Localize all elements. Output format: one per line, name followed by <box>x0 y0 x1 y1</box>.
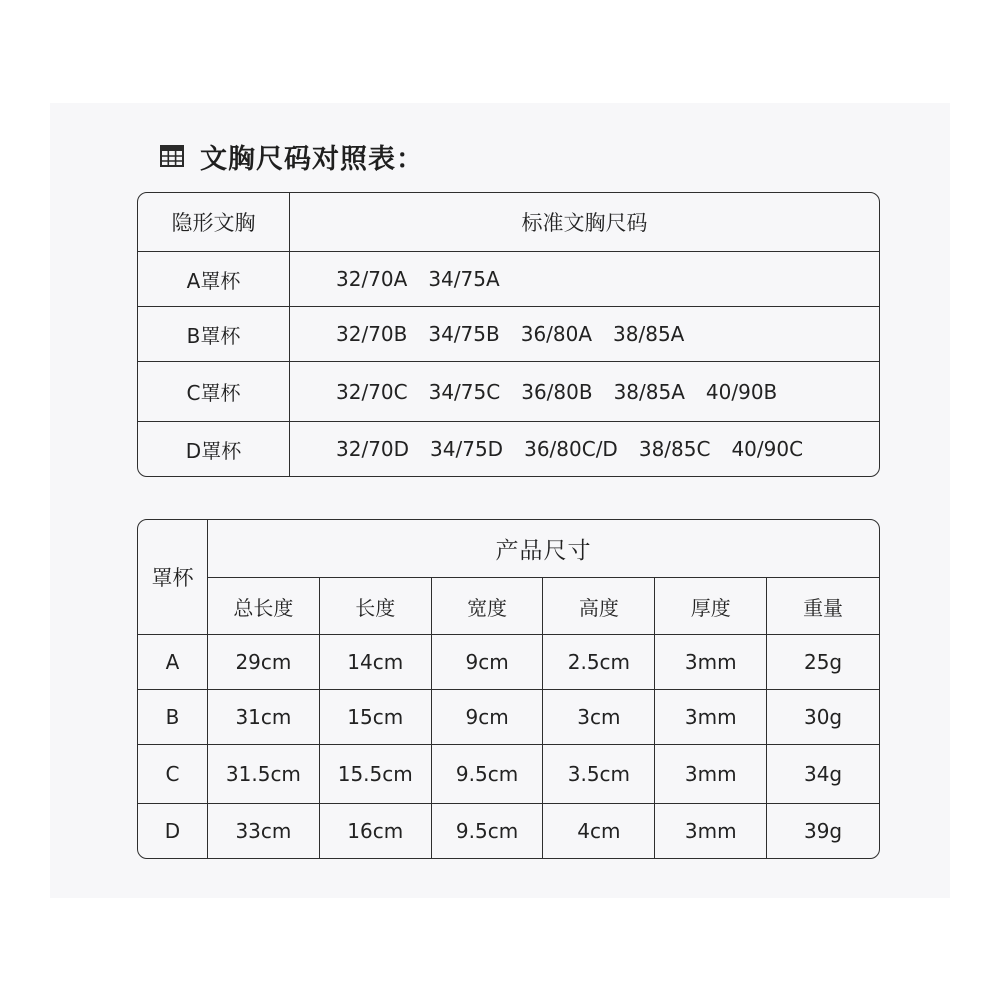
table-header-row <box>138 193 879 252</box>
column-header: 总长度 <box>208 578 320 635</box>
size-value: 38/85A <box>613 322 685 346</box>
cup-label: C罩杯 <box>138 362 290 422</box>
cup-label: C <box>138 745 208 804</box>
table-cell: 4cm <box>543 804 655 858</box>
table-grid-icon <box>160 145 184 167</box>
header-product-size: 产品尺寸 <box>208 520 879 578</box>
size-value: 34/75D <box>430 437 504 461</box>
table-cell: 31.5cm <box>208 745 320 804</box>
size-list <box>290 307 879 362</box>
table-row <box>138 690 879 745</box>
column-header: 厚度 <box>655 578 767 635</box>
size-value: 38/85A <box>613 379 685 404</box>
table-cell: 34g <box>767 745 879 804</box>
header-invisible-bra: 隐形文胸 <box>138 193 290 252</box>
title-row <box>160 136 424 176</box>
column-header: 重量 <box>767 578 879 635</box>
size-value: 36/80B <box>521 379 593 404</box>
table-row <box>138 307 879 362</box>
table-cell: 15.5cm <box>320 745 432 804</box>
size-value: 32/70B <box>336 322 408 346</box>
cup-label: B <box>138 690 208 745</box>
table-header-row <box>138 520 879 578</box>
cup-label: A <box>138 635 208 690</box>
size-value: 40/90B <box>705 379 778 404</box>
column-header: 长度 <box>320 578 432 635</box>
table-row <box>138 745 879 804</box>
table-cell: 30g <box>767 690 879 745</box>
size-value: 34/75B <box>428 322 500 346</box>
size-value: 32/70C <box>336 379 408 404</box>
table-cell: 29cm <box>208 635 320 690</box>
size-value: 36/80C/D <box>524 437 618 461</box>
cup-label: D罩杯 <box>138 422 290 476</box>
cup-label: B罩杯 <box>138 307 290 362</box>
table-row <box>138 635 879 690</box>
size-list <box>290 362 879 422</box>
table-cell: 9cm <box>432 635 544 690</box>
table-cell: 15cm <box>320 690 432 745</box>
table-cell: 3cm <box>543 690 655 745</box>
table-cell: 33cm <box>208 804 320 858</box>
table-cell: 16cm <box>320 804 432 858</box>
table-row <box>138 252 879 307</box>
column-header: 宽度 <box>432 578 544 635</box>
size-value: 34/75C <box>428 379 501 404</box>
table-cell: 3.5cm <box>543 745 655 804</box>
table-cell: 14cm <box>320 635 432 690</box>
header-standard-size: 标准文胸尺码 <box>290 193 879 252</box>
cup-label: D <box>138 804 208 858</box>
product-size-table <box>137 519 880 859</box>
table-cell: 3mm <box>655 635 767 690</box>
header-cup: 罩杯 <box>138 520 208 635</box>
table-cell: 31cm <box>208 690 320 745</box>
table-cell: 25g <box>767 635 879 690</box>
bra-size-table <box>137 192 880 477</box>
table-cell: 9.5cm <box>432 745 544 804</box>
column-header: 高度 <box>543 578 655 635</box>
cup-label: A罩杯 <box>138 252 290 307</box>
size-value: 40/90C <box>731 437 804 461</box>
table-cell: 39g <box>803 819 843 843</box>
size-value: 38/85C <box>638 437 711 461</box>
size-value: 34/75A <box>428 267 500 291</box>
size-list <box>290 252 879 307</box>
table-row <box>138 804 879 858</box>
size-value: 36/80A <box>520 322 593 346</box>
table-cell: 2.5cm <box>543 635 655 690</box>
table-row <box>138 422 879 476</box>
page-title: 文胸尺码对照表： <box>200 143 424 175</box>
table-cell: 9cm <box>432 690 544 745</box>
table-cell: 3mm <box>655 804 767 858</box>
table-row <box>138 362 879 422</box>
size-value: 32/70A <box>336 267 408 291</box>
table-cell: 9.5cm <box>432 804 544 858</box>
table-cell: 3mm <box>655 745 767 804</box>
table-subheader-row <box>138 578 879 635</box>
size-list <box>290 422 879 476</box>
table-cell: 3mm <box>655 690 767 745</box>
size-value: 32/70D <box>336 437 410 461</box>
